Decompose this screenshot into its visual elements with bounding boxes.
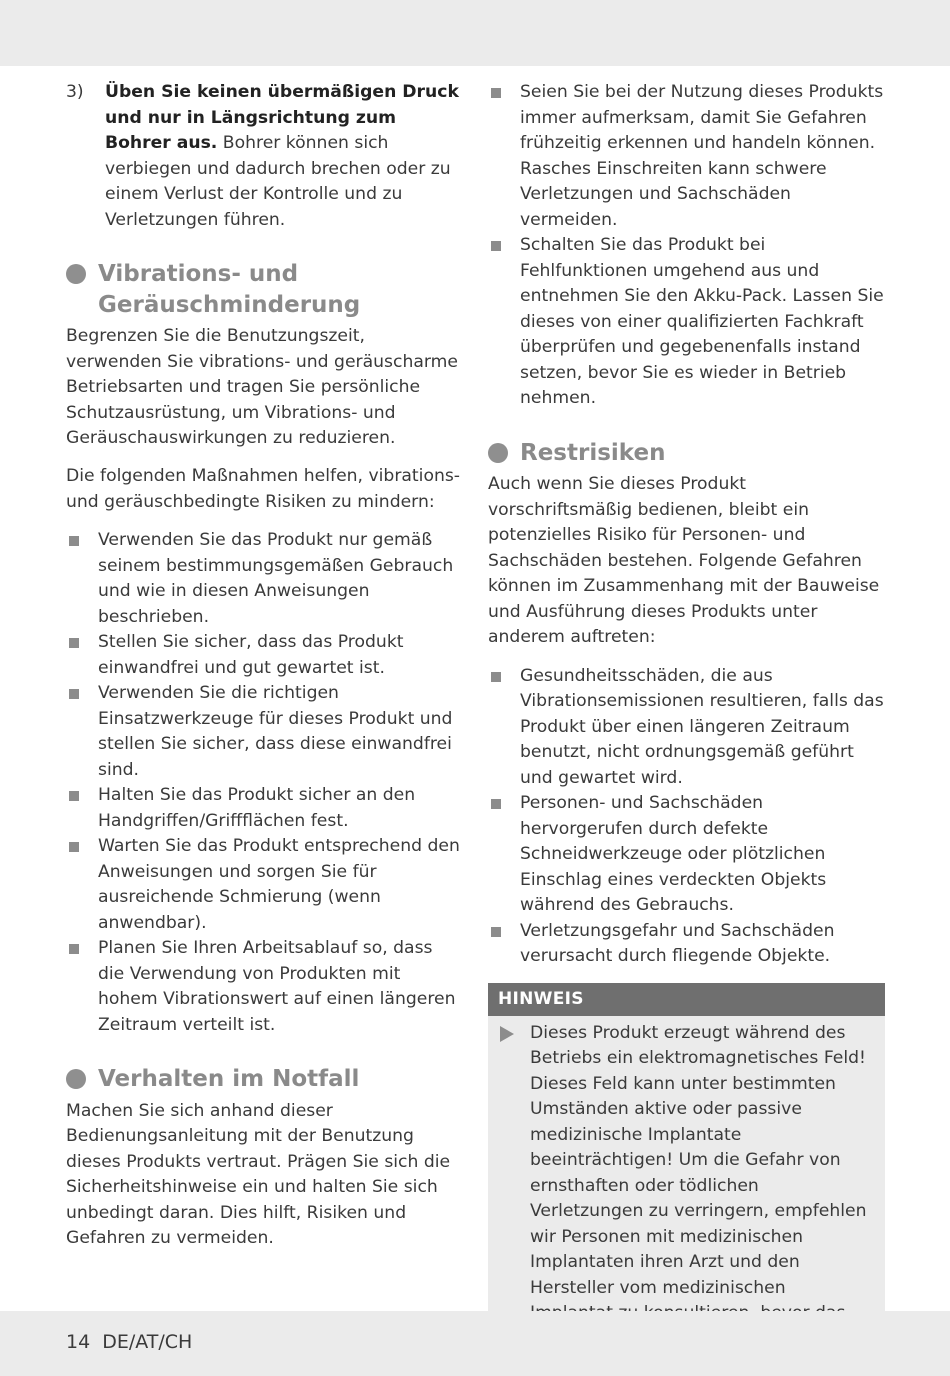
hint-item	[488, 1016, 885, 1353]
list-item: Schalten Sie das Produkt bei Fehlfunktionen umgehend aus und entnehmen Sie den Akku-Pack. Lassen Sie dieses von einer qualifizierten Fachkraft überprüfen und gegebenenfalls instand setzen, bevor Sie es wieder in Betrieb nehmen.	[488, 233, 885, 412]
list-item: Stellen Sie sicher, dass das Produkt einwandfrei und gut gewartet ist.	[66, 630, 461, 681]
heading-text: Restrisiken	[520, 439, 666, 466]
list-item: Personen- und Sachschäden hervorgerufen durch defekte Schneidwerkzeuge oder plötzlichen Einschlag eines verdeckten Objekts während des Gebrauchs.	[488, 791, 885, 919]
arrow-right-icon	[500, 1026, 514, 1042]
list-item: Halten Sie das Produkt sicher an den Handgriffen/Griffflächen fest.	[66, 783, 461, 834]
step-body-text: Bohrer können sich verbiegen und dadurch brechen oder zu einem Verlust der Kontrolle und zu Verletzungen führen.	[105, 133, 451, 230]
section-heading-emergency	[66, 1064, 461, 1095]
footer	[66, 1331, 192, 1353]
list-item: Planen Sie Ihren Arbeitsablauf so, dass die Verwendung von Produkten mit hohem Vibrationswert auf einen längeren Zeitraum verteilt ist.	[66, 936, 461, 1038]
paragraph: Machen Sie sich anhand dieser Bedienungsanleitung mit der Benutzung dieses Produkts vertraut. Prägen Sie sich die Sicherheitshinweise ein und halten Sie sich unbedingt daran. Dies hilft, Risiken und Gefahren zu vermeiden.	[66, 1100, 451, 1248]
heading-text: Vibrations- und Geräuschminderung	[98, 261, 361, 318]
hint-box	[488, 983, 885, 1358]
measures-list	[66, 528, 461, 1038]
left-column	[66, 80, 461, 1252]
list-item: Verwenden Sie die richtigen Einsatzwerkzeuge für dieses Produkt und stellen Sie sicher, dass diese einwandfrei sind.	[66, 681, 461, 783]
bullet-dot-icon	[66, 1069, 86, 1089]
step-number: 3)	[66, 82, 84, 102]
header-band	[0, 0, 950, 66]
paragraph: Die folgenden Maßnahmen helfen, vibrations- und geräuschbedingte Risiken zu mindern:	[66, 466, 461, 512]
hint-text: Dieses Produkt erzeugt während des Betriebs ein elektromagnetisches Feld! Dieses Feld kann unter bestimmten Umständen aktive oder passive medizinische Implantate beeinträchtigen! Um die Gefahr von ernsthaften oder tödlichen Verletzungen zu verringern, empfehlen wir Personen mit medizinischen Implantaten ihren Arzt und den Hersteller vom medizinischen	[530, 1022, 867, 1298]
paragraph: Auch wenn Sie dieses Produkt vorschriftsmäßig bedienen, bleibt ein potenzielles Risiko für Personen- und Sachschäden bestehen. Folgende Gefahren können im Zusammenhang mit der Bauweise und Ausführung dieses Produkts unter anderem auftreten:	[488, 474, 880, 647]
list-item: Gesundheitsschäden, die aus Vibrationsemissionen resultieren, falls das Produkt über einen längeren Zeitraum benutzt, nicht ordnungsgemäß geführt und gewartet wird.	[488, 664, 885, 792]
heading-text: Verhalten im Notfall	[98, 1066, 360, 1092]
section-heading-vibration	[66, 259, 461, 320]
list-item: Verwenden Sie das Produkt nur gemäß seinem bestimmungsgemäßen Gebrauch und wie in diesen Anweisungen beschrieben.	[66, 528, 461, 630]
safety-list	[488, 80, 885, 412]
right-column	[488, 80, 885, 1357]
risks-list	[488, 664, 885, 970]
list-item: Verletzungsgefahr und Sachschäden verursacht durch fliegende Objekte.	[488, 919, 885, 970]
list-item: Warten Sie das Produkt entsprechend den Anweisungen und sorgen Sie für ausreichende Schmierung (wenn anwendbar).	[66, 834, 461, 936]
page-number: 14	[66, 1331, 91, 1353]
bullet-dot-icon	[488, 443, 508, 463]
region-label: DE/AT/CH	[102, 1331, 193, 1353]
bullet-dot-icon	[66, 264, 86, 284]
paragraph: Begrenzen Sie die Benutzungszeit, verwenden Sie vibrations- und geräuscharme Betriebsarten und tragen Sie persönliche Schutzausrüstung, um Vibrations- und Geräuschauswirkungen zu reduzieren.	[66, 326, 458, 448]
step-3	[66, 80, 461, 233]
section-heading-residual-risks	[488, 438, 885, 469]
hint-title: HINWEIS	[488, 983, 885, 1016]
step-text	[105, 80, 461, 233]
list-item: Seien Sie bei der Nutzung dieses Produkts immer aufmerksam, damit Sie Gefahren frühzeitig erkennen und handeln können. Rasches Einschreiten kann schwere Verletzungen und Sachschäden vermeiden.	[488, 80, 885, 233]
step-bold-text: Üben Sie keinen übermäßigen Druck und nur in Längsrichtung zum Bohrer aus.	[105, 82, 459, 153]
